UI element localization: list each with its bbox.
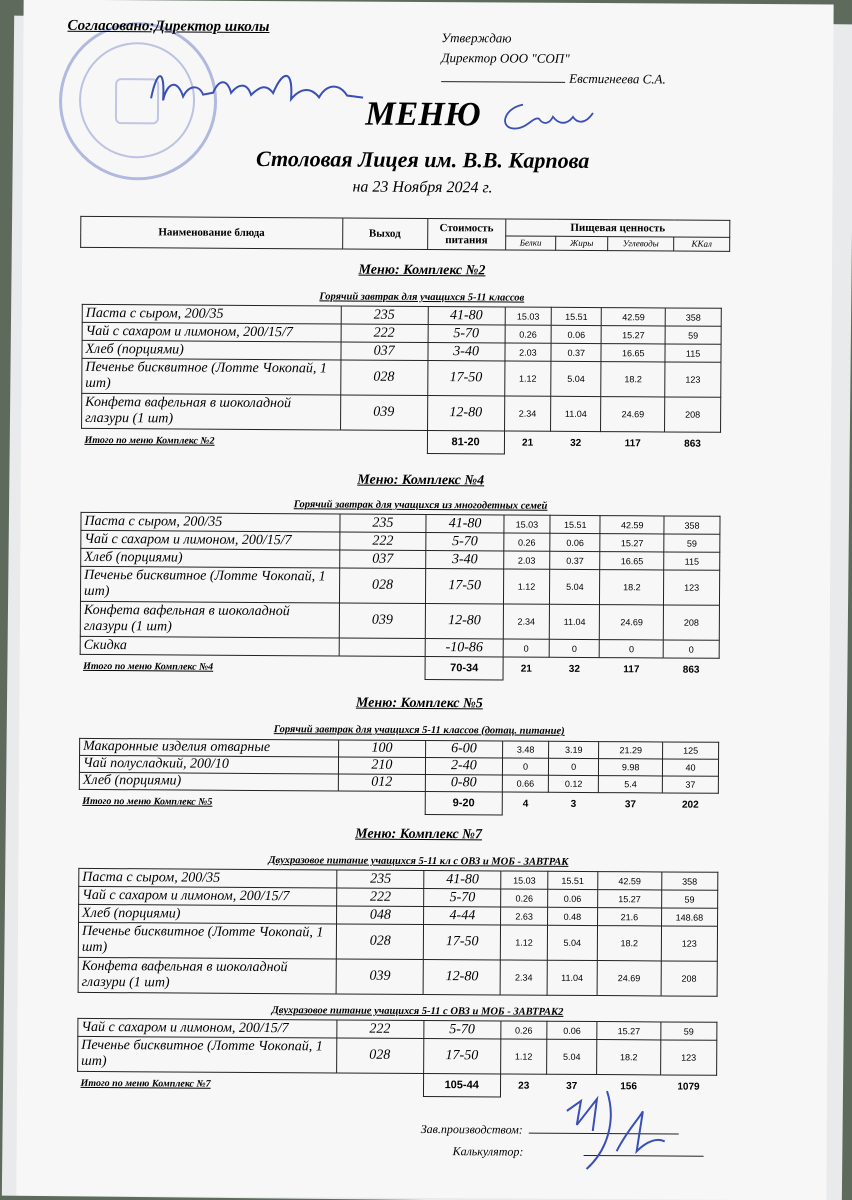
total-carbs: 156 <box>620 1080 637 1092</box>
menu-table-4 <box>80 512 721 681</box>
dish-kcal: 208 <box>661 961 717 996</box>
canteen-name: Столовая Лицея им. В.В. Карпова <box>256 145 590 173</box>
dish-kcal: 358 <box>661 872 717 890</box>
dish-code: 037 <box>339 550 426 569</box>
dish-carbs: 21.6 <box>597 908 661 926</box>
dish-code: 235 <box>337 870 424 889</box>
total-cost: 105-44 <box>423 1073 500 1096</box>
dish-kcal: 59 <box>665 326 721 344</box>
dish-name: Паста с сыром, 200/35 <box>79 868 338 888</box>
dish-carbs: 15.27 <box>601 326 665 344</box>
dish-fat: 3.19 <box>549 741 599 758</box>
total-kcal: 863 <box>684 438 701 450</box>
menu-table-7 <box>78 868 719 997</box>
calculator-label: Калькулятор: <box>452 1144 524 1159</box>
section-subtitle-5: Горячий завтрак для учащихся 5-11 классов (дотац. питание) <box>273 724 565 737</box>
dish-kcal: 123 <box>665 362 721 397</box>
dish-name: Печенье бисквитное (Лотте Чокопай, 1 шт) <box>80 566 339 603</box>
approved-by: Согласовано:Директор школы <box>67 17 270 36</box>
total-fat: 3 <box>570 798 577 810</box>
dish-name: Печенье бисквитное (Лотте Чокопай, 1 шт) <box>78 1036 337 1073</box>
table-row <box>78 922 717 961</box>
dish-name: Печенье бисквитное (Лотте Чокопай, 1 шт) <box>78 922 337 959</box>
dish-code: 222 <box>337 888 424 907</box>
dish-cost: 12-80 <box>423 959 500 994</box>
dish-cost: 2-40 <box>425 758 502 775</box>
total-fat: 32 <box>568 663 580 675</box>
section-title-7: Меню: Комплекс №7 <box>355 826 483 843</box>
dish-cost: 17-50 <box>423 1038 501 1073</box>
total-protein: 4 <box>522 798 529 810</box>
dish-protein: 15.03 <box>504 515 550 533</box>
dish-protein: 2.34 <box>504 396 551 431</box>
dish-cost: -10-86 <box>426 639 503 657</box>
dish-protein: 0 <box>502 758 548 775</box>
section-subtitle-2: Горячий завтрак для учащихся 5-11 классов <box>319 291 525 304</box>
total-cost: 9-20 <box>425 792 502 815</box>
dish-carbs: 18.2 <box>600 570 664 605</box>
total-row <box>79 789 718 815</box>
col-carbs: Углеводы <box>608 236 674 251</box>
col-dish: Наименование блюда <box>81 216 343 249</box>
dish-cost: 17-50 <box>424 924 501 959</box>
dish-protein: 1.12 <box>503 569 550 604</box>
menu-date: на 23 Ноября 2024 г. <box>352 178 493 197</box>
dish-cost: 41-80 <box>424 870 501 888</box>
dish-protein: 0 <box>503 639 549 657</box>
confirm-line-1: Утверждаю <box>441 30 512 46</box>
total-row <box>80 654 719 680</box>
page-title: МЕНЮ <box>365 95 481 134</box>
dish-carbs: 24.69 <box>600 605 664 640</box>
dish-carbs: 16.65 <box>601 344 665 362</box>
total-row <box>81 428 720 454</box>
dish-carbs: 0 <box>600 640 664 658</box>
dish-protein: 1.12 <box>500 1039 546 1074</box>
dish-code: 100 <box>338 740 425 758</box>
dish-fat: 5.04 <box>550 569 600 604</box>
table-row <box>80 601 719 640</box>
table-row <box>78 1036 717 1075</box>
dish-carbs: 16.65 <box>600 552 664 570</box>
dish-fat: 0 <box>549 758 599 775</box>
dish-kcal: 40 <box>663 759 719 776</box>
dish-name: Чай с сахаром и лимоном, 200/15/7 <box>82 322 341 342</box>
section-title-4: Меню: Комплекс №4 <box>357 472 485 489</box>
section-title-2: Меню: Комплекс №2 <box>358 262 486 279</box>
dish-fat: 11.04 <box>547 960 597 995</box>
dish-carbs: 15.27 <box>597 1022 661 1040</box>
dish-name: Конфета вафельная в шоколадной глазури (1 шт) <box>82 393 341 430</box>
dish-name: Хлеб (порциями) <box>79 904 338 924</box>
dish-fat: 15.51 <box>551 307 601 325</box>
dish-name: Конфета вафельная в шоколадной глазури (1 шт) <box>80 601 339 638</box>
dish-protein: 15.03 <box>505 307 551 325</box>
total-label: Итого по меню Комплекс №5 <box>82 795 213 808</box>
menu-table-5 <box>79 738 719 816</box>
dish-fat: 5.04 <box>547 1039 597 1074</box>
dish-kcal: 358 <box>665 308 721 326</box>
dish-protein: 2.03 <box>505 343 551 361</box>
dish-name: Хлеб (порциями) <box>82 340 341 360</box>
dish-fat: 0 <box>549 639 599 657</box>
dish-carbs: 15.27 <box>598 890 662 908</box>
col-nutrition: Пищевая ценность <box>506 219 730 237</box>
dish-protein: 0.26 <box>501 1021 547 1039</box>
dish-protein: 0.26 <box>505 325 551 343</box>
dish-code: 222 <box>339 532 426 551</box>
dish-cost: 0-80 <box>425 775 502 792</box>
total-carbs: 37 <box>624 798 637 810</box>
dish-name: Паста с сыром, 200/35 <box>81 512 340 532</box>
dish-protein: 3.48 <box>502 741 548 758</box>
dish-cost: 5-70 <box>423 1020 500 1038</box>
dish-protein: 1.12 <box>504 361 551 396</box>
confirm-name: Евстигнеева С.А. <box>569 70 666 87</box>
dish-carbs: 18.2 <box>597 926 661 961</box>
dish-fat: 15.51 <box>547 871 597 889</box>
dish-protein: 2.03 <box>503 551 549 569</box>
dish-protein: 0.66 <box>502 775 548 792</box>
dish-code: 028 <box>337 924 424 960</box>
dish-code: 012 <box>338 774 425 792</box>
col-kcal: ККал <box>674 237 730 252</box>
dish-cost: 41-80 <box>426 515 503 533</box>
dish-kcal: 0 <box>663 640 719 658</box>
signature-production <box>546 1081 697 1178</box>
dish-cost: 17-50 <box>427 361 504 396</box>
table-row <box>78 957 717 996</box>
dish-name: Чай с сахаром и лимоном, 200/15/7 <box>79 886 338 906</box>
dish-name: Чай полусладкий, 200/10 <box>79 755 338 774</box>
dish-code: 235 <box>339 514 426 533</box>
dish-fat: 15.51 <box>550 515 600 533</box>
dish-carbs: 42.59 <box>602 308 666 326</box>
dish-carbs: 9.98 <box>599 759 663 776</box>
total-kcal: 863 <box>682 664 700 676</box>
dish-code: 039 <box>337 959 424 995</box>
dish-fat: 0.37 <box>551 343 601 361</box>
dish-kcal: 115 <box>665 344 721 362</box>
dish-name: Конфета вафельная в шоколадной глазури (1 шт) <box>78 957 337 994</box>
col-fat: Жиры <box>556 236 608 251</box>
dish-name: Макаронные изделия отварные <box>80 738 339 757</box>
section-subtitle-7b: Двухразовое питание учащихся 5-11 с ОВЗ и МОБ - ЗАВТРАК2 <box>271 1005 564 1018</box>
dish-carbs: 18.2 <box>597 1040 661 1075</box>
menu-document <box>16 0 833 1200</box>
dish-kcal: 115 <box>664 552 720 570</box>
dish-fat: 0.48 <box>547 907 597 925</box>
dish-fat: 11.04 <box>551 396 601 431</box>
dish-cost: 5-70 <box>428 325 505 343</box>
dish-code: 222 <box>341 324 428 343</box>
dish-kcal: 123 <box>664 570 720 605</box>
dish-kcal: 148.68 <box>661 908 717 926</box>
dish-protein: 15.03 <box>501 871 547 889</box>
dish-fat: 0.37 <box>550 551 600 569</box>
menu-table-2 <box>81 304 722 455</box>
total-label: Итого по меню Комплекс №2 <box>84 434 215 447</box>
dish-name: Паста с сыром, 200/35 <box>82 304 341 324</box>
total-fat: 32 <box>570 437 582 449</box>
dish-carbs: 18.2 <box>601 362 665 397</box>
total-protein: 21 <box>520 663 532 675</box>
dish-protein: 2.34 <box>503 604 550 639</box>
dish-carbs: 15.27 <box>600 534 664 552</box>
confirm-line-2: Директор ООО "СОП" <box>441 50 570 66</box>
dish-name: Чай с сахаром и лимоном, 200/15/7 <box>78 1018 337 1038</box>
dish-fat: 0.06 <box>547 1021 597 1039</box>
dish-carbs: 42.59 <box>598 872 662 890</box>
dish-kcal: 59 <box>661 1022 717 1040</box>
dish-cost: 3-40 <box>426 551 503 569</box>
total-cost: 81-20 <box>427 431 504 454</box>
dish-kcal: 208 <box>665 397 721 432</box>
dish-code: 028 <box>336 1038 423 1074</box>
dish-code: 039 <box>339 603 426 639</box>
dish-code: 028 <box>340 360 427 396</box>
column-header-table <box>80 216 730 252</box>
dish-protein: 1.12 <box>501 925 548 960</box>
dish-fat: 0.06 <box>547 889 597 907</box>
dish-cost: 6-00 <box>425 741 502 758</box>
dish-kcal: 37 <box>662 776 718 793</box>
dish-code: 222 <box>336 1020 423 1039</box>
dish-fat: 0.06 <box>550 533 600 551</box>
section-title-5: Меню: Комплекс №5 <box>355 695 483 712</box>
dish-cost: 12-80 <box>427 396 504 431</box>
dish-cost: 4-44 <box>424 906 501 924</box>
dish-carbs: 21.29 <box>599 742 663 759</box>
total-kcal: 1079 <box>677 1081 700 1093</box>
dish-cost: 12-80 <box>426 604 504 639</box>
dish-fat: 5.04 <box>547 925 597 960</box>
dish-kcal: 59 <box>664 534 720 552</box>
confirm-block <box>441 28 666 89</box>
dish-cost: 5-70 <box>426 533 503 551</box>
dish-cost: 17-50 <box>426 569 504 604</box>
col-yield: Выход <box>342 218 427 250</box>
dish-carbs: 42.59 <box>600 516 664 534</box>
total-carbs: 117 <box>624 437 641 449</box>
dish-name: Хлеб (порциями) <box>79 772 338 791</box>
dish-kcal: 125 <box>663 742 719 759</box>
dish-name: Скидка <box>80 636 339 656</box>
dish-protein: 2.34 <box>500 960 547 995</box>
dish-code: 037 <box>341 342 428 361</box>
dish-code: 039 <box>340 395 427 431</box>
dish-carbs: 24.69 <box>597 961 661 996</box>
dish-code <box>339 638 426 657</box>
dish-protein: 0.26 <box>504 533 550 551</box>
dish-code: 235 <box>341 306 428 325</box>
total-protein: 23 <box>518 1080 530 1092</box>
total-fat: 37 <box>566 1080 578 1092</box>
section-subtitle-4: Горячий завтрак для учащихся из многодетных семей <box>293 499 548 512</box>
section-subtitle-7: Двухразовое питание учащихся 5-11 кл с ОВЗ и МОБ - ЗАВТРАК <box>268 855 569 868</box>
table-row <box>82 393 721 432</box>
dish-cost: 41-80 <box>428 307 505 325</box>
dish-fat: 0.06 <box>551 325 601 343</box>
total-label: Итого по меню Комплекс №4 <box>83 660 214 673</box>
total-cost: 70-34 <box>425 657 502 680</box>
dish-cost: 5-70 <box>424 888 501 906</box>
dish-fat: 11.04 <box>549 604 599 639</box>
dish-fat: 5.04 <box>551 361 601 396</box>
table-row <box>82 358 721 397</box>
dish-name: Хлеб (порциями) <box>81 548 340 568</box>
dish-code: 210 <box>338 757 425 775</box>
production-label: Зав.производством: <box>420 1121 523 1137</box>
dish-name: Печенье бисквитное (Лотте Чокопай, 1 шт) <box>82 358 341 395</box>
table-row <box>80 566 719 605</box>
total-carbs: 117 <box>623 663 640 675</box>
dish-code: 048 <box>337 906 424 925</box>
col-protein: Белки <box>506 236 556 251</box>
dish-carbs: 5.4 <box>599 776 663 793</box>
total-protein: 21 <box>522 437 534 449</box>
dish-kcal: 59 <box>661 890 717 908</box>
dish-protein: 2.63 <box>501 907 547 925</box>
dish-kcal: 123 <box>661 1040 717 1075</box>
dish-carbs: 24.69 <box>601 397 665 432</box>
dish-kcal: 123 <box>661 926 717 961</box>
dish-name: Чай с сахаром и лимоном, 200/15/7 <box>81 530 340 550</box>
dish-protein: 0.26 <box>501 889 547 907</box>
dish-fat: 0.12 <box>548 775 598 792</box>
col-cost: Стоимость питания <box>427 219 505 250</box>
dish-cost: 3-40 <box>427 343 504 361</box>
total-kcal: 202 <box>681 799 699 811</box>
total-label: Итого по меню Комплекс №7 <box>80 1077 211 1090</box>
dish-kcal: 358 <box>664 516 720 534</box>
dish-kcal: 208 <box>663 605 719 640</box>
dish-code: 028 <box>339 568 426 604</box>
